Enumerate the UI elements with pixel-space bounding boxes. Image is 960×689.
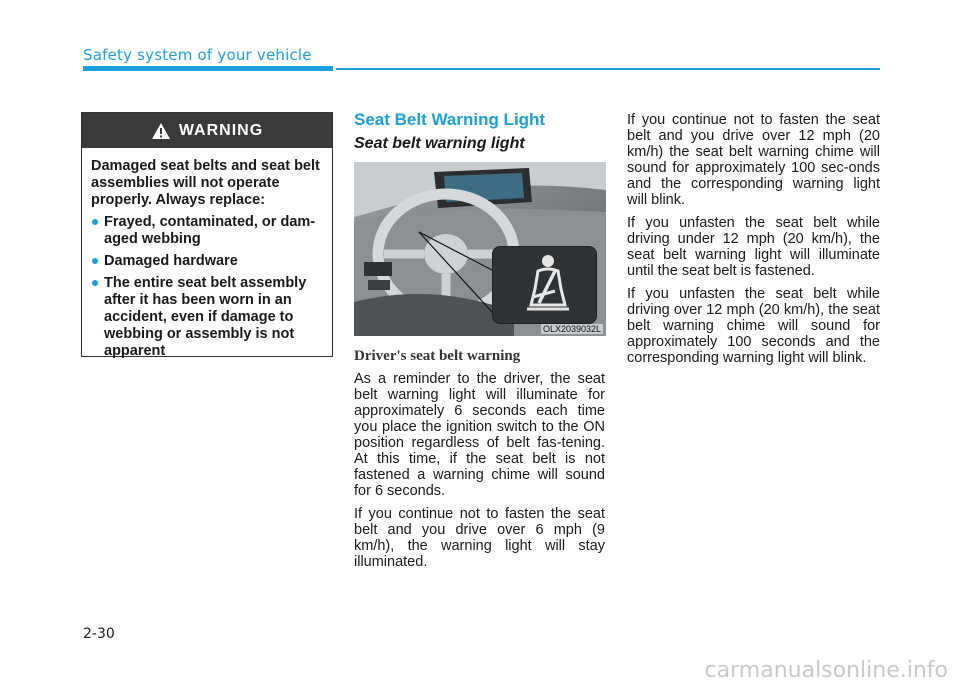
header-bar-thin: [336, 68, 880, 70]
warning-label: WARNING: [178, 121, 264, 139]
warning-intro: Damaged seat belts and seat belt assemblies will not operate properly. Always replace:: [91, 158, 320, 208]
paragraph: If you unfasten the seat belt while driving over 12 mph (20 km/h), the seat belt warning chime will sound for approximately 100 seconds and the corresponding warning light will blink.: [627, 286, 880, 366]
header-bar-thick: [83, 66, 333, 71]
warning-box: [81, 112, 333, 357]
watermark: carmanualsonline.info: [704, 658, 948, 683]
warning-header: [82, 113, 332, 148]
subsection-title: Seat belt warning light: [354, 135, 525, 152]
dashboard-figure: [354, 162, 606, 336]
warning-list-item: Damaged hardware: [91, 253, 323, 270]
warning-list: [91, 214, 323, 360]
warning-triangle-icon: [151, 122, 171, 140]
header-title: Safety system of your vehicle: [83, 46, 312, 64]
driver-warning-title: Driver's seat belt warning: [354, 348, 521, 364]
section-title: Seat Belt Warning Light: [354, 110, 546, 129]
warning-list-item: Frayed, contaminated, or dam-aged webbing: [91, 214, 323, 248]
warning-list-item: The entire seat belt assembly after it has been worn in an accident, even if damage to webbing or assembly is not apparent: [91, 275, 323, 360]
warning-body: [82, 148, 332, 360]
page-number: 2-30: [83, 626, 115, 642]
seatbelt-warning-panel: [492, 246, 597, 324]
right-column-text: [627, 112, 880, 373]
seatbelt-warning-icon: [493, 247, 598, 325]
paragraph: If you continue not to fasten the seat belt and you drive over 6 mph (9 km/h), the warning light will stay illuminated.: [354, 506, 605, 570]
paragraph: If you continue not to fasten the seat belt and you drive over 12 mph (20 km/h) the seat belt warning chime will sound for approximately 100 sec-onds and the corresponding warning light will blink.: [627, 112, 880, 208]
middle-column-text: [354, 371, 605, 577]
figure-caption: OLX2039032L: [542, 324, 601, 334]
paragraph: As a reminder to the driver, the seat belt warning light will illuminate for approximately 6 seconds each time you place the ignition switch to the ON position regardless of belt fas-tening. At this time, if the seat belt is not fastened a warning chime will sound for 6 seconds.: [354, 371, 605, 499]
paragraph: If you unfasten the seat belt while driving under 12 mph (20 km/h), the seat belt warning light will illuminate until the seat belt is fastened.: [627, 215, 880, 279]
